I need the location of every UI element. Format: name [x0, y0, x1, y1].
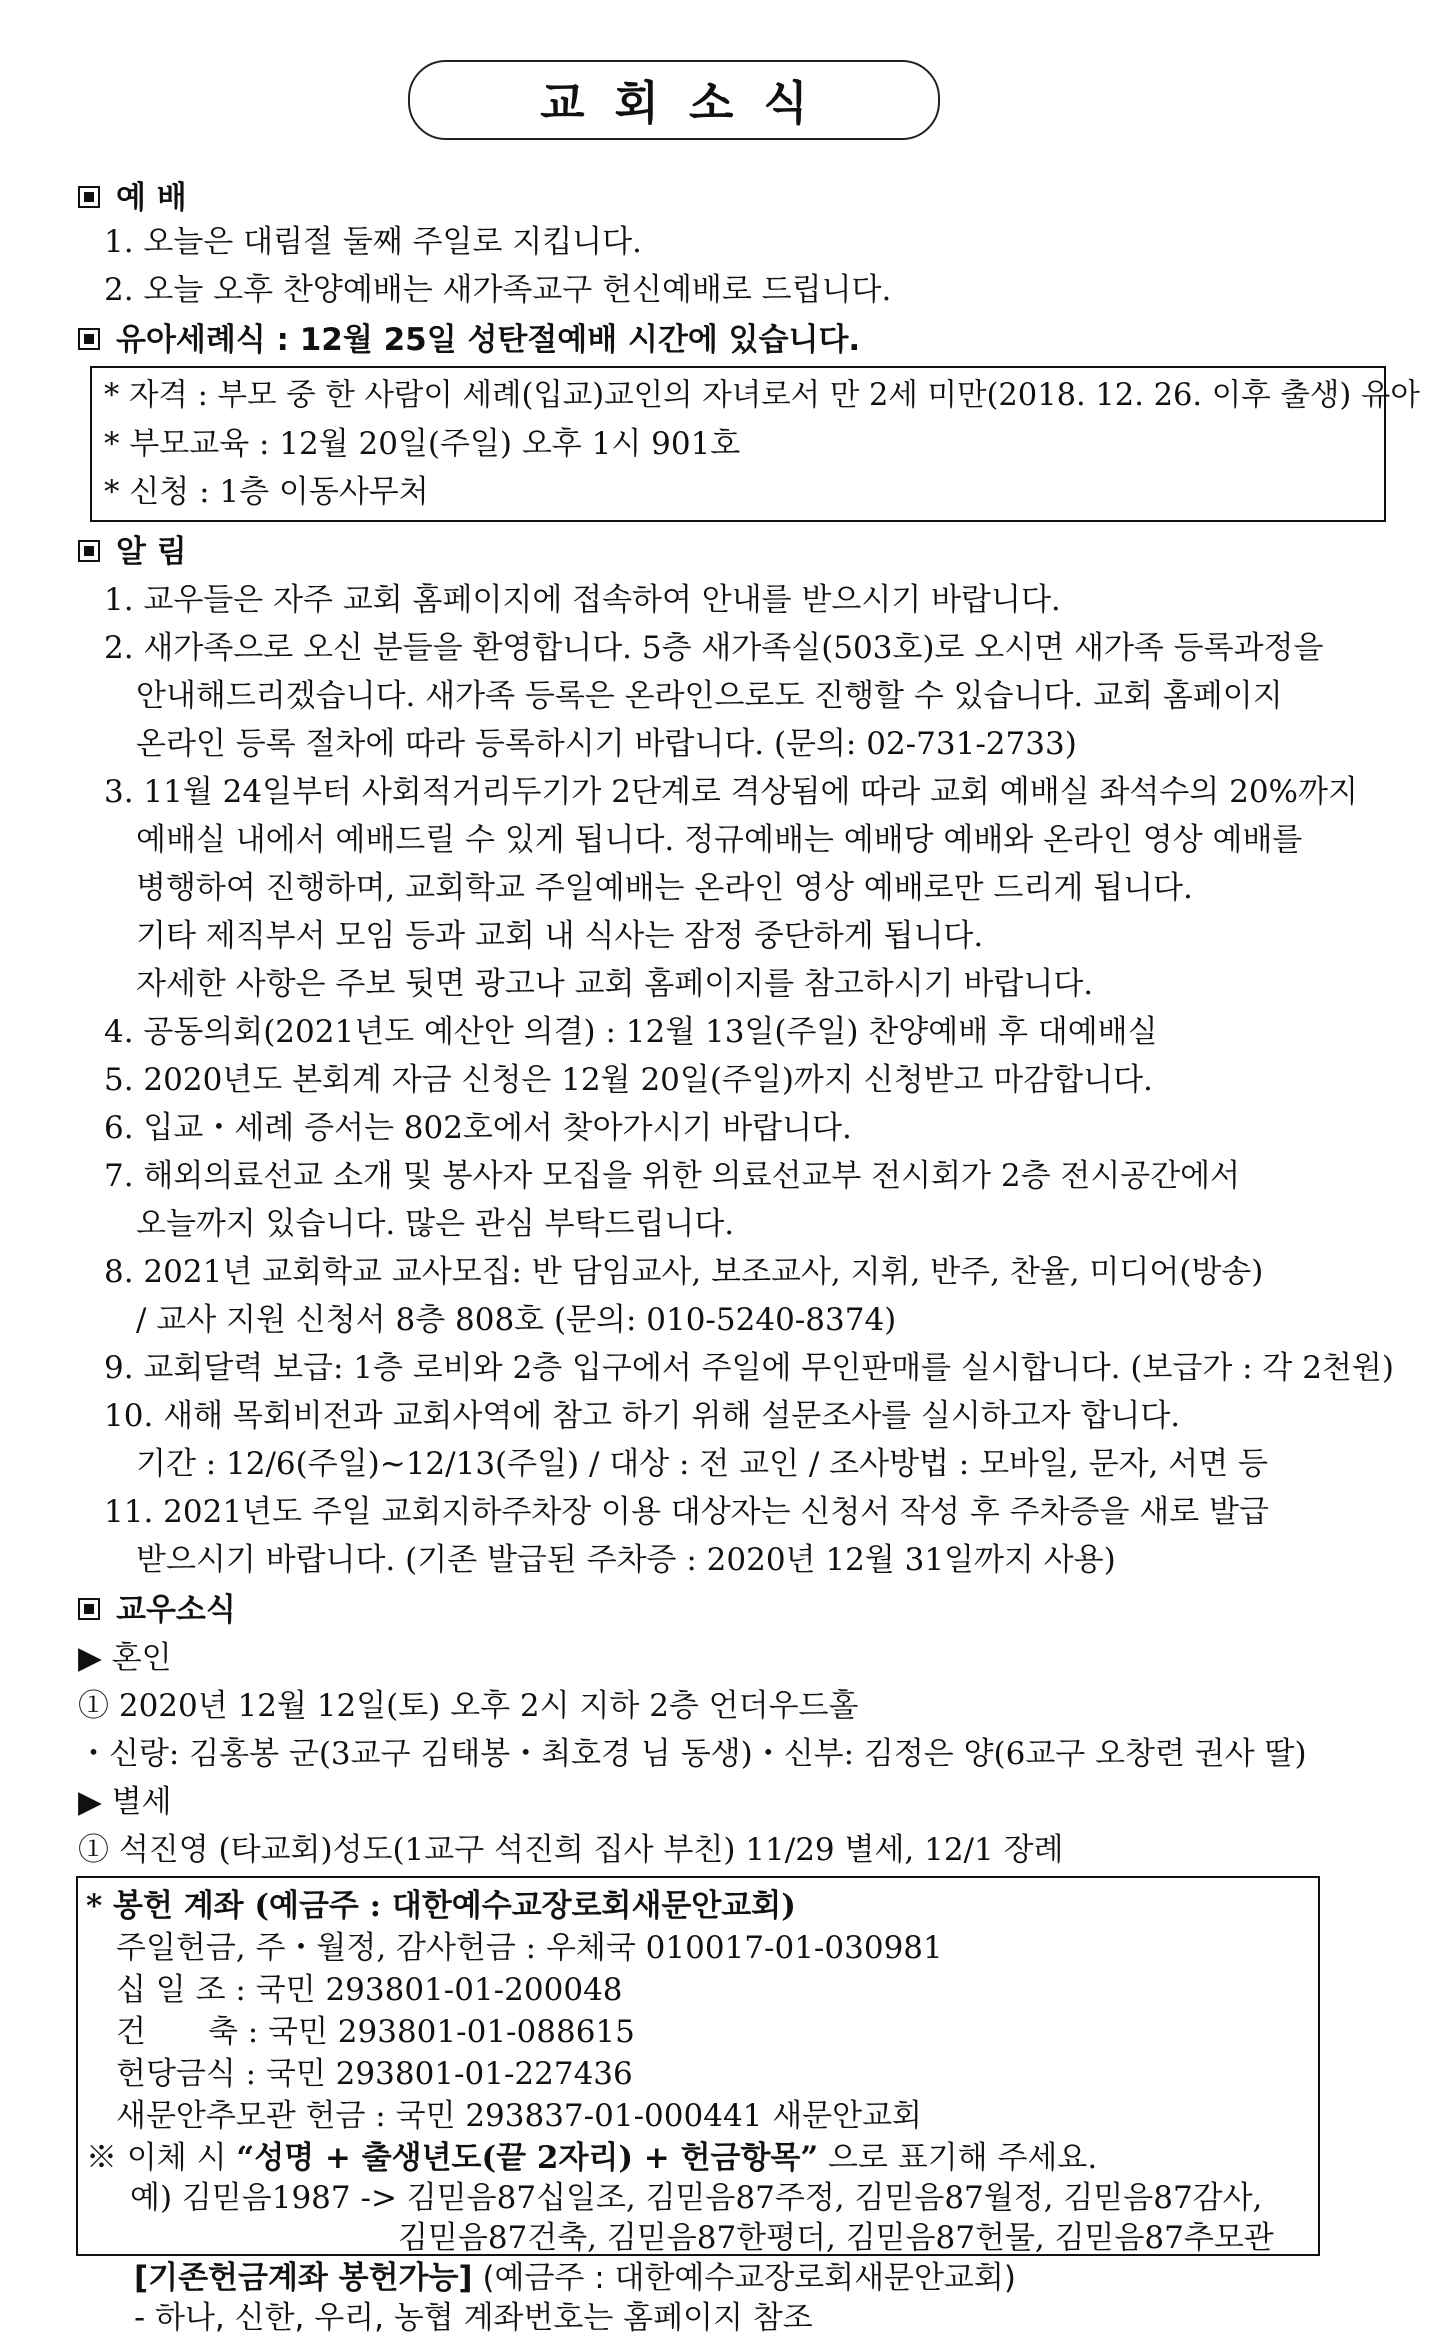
notice-line: 온라인 등록 절차에 따라 등록하시기 바랍니다. (문의: 02-731-2733) [136, 726, 1077, 762]
transfer-note-format: “성명 + 출생년도(끝 2자리) + 헌금항목” [236, 2140, 819, 2176]
notice-line: 5. 2020년도 본회계 자금 신청은 12월 20일(주일)까지 신청받고 마감합니다. [104, 1062, 1153, 1098]
notice-line: 자세한 사항은 주보 뒷면 광고나 교회 홈페이지를 참고하시기 바랍니다. [136, 966, 1094, 1002]
wedding-line: ① 2020년 12월 12일(토) 오후 2시 지하 2층 언더우드홀 [78, 1688, 859, 1724]
legacy-accounts-note: - 하나, 신한, 우리, 농협 계좌번호는 홈페이지 참조 [134, 2300, 813, 2336]
wedding-line: ・신랑: 김홍봉 군(3교구 김태봉・최호경 님 동생)・신부: 김정은 양(6교구 오창련 권사 딸) [78, 1736, 1307, 1772]
square-bullet-icon [78, 540, 100, 562]
notice-line: 예배실 내에서 예배드릴 수 있게 됩니다. 정규예배는 예배당 예배와 온라인 영상 예배를 [136, 822, 1303, 858]
transfer-note [86, 2136, 1097, 2180]
baptism-heading-text: 유아세례식 : 12월 25일 성탄절예배 시간에 있습니다. [116, 322, 861, 358]
death-label: ▶ 별세 [78, 1784, 172, 1820]
notice-line: / 교사 지원 신청서 8층 808호 (문의: 010-5240-8374) [136, 1302, 897, 1338]
notice-line: 9. 교회달력 보급: 1층 로비와 2층 입구에서 주일에 무인판매를 실시합니다. (보급가 : 각 2천원) [104, 1350, 1394, 1386]
legacy-accounts-label: [기존헌금계좌 봉헌가능] [134, 2260, 473, 2296]
baptism-heading [78, 318, 860, 362]
offering-heading: * 봉헌 계좌 (예금주 : 대한예수교장로회새문안교회) [86, 1888, 796, 1924]
page-title: 교회소식 [540, 76, 838, 130]
notice-line: 1. 교우들은 자주 교회 홈페이지에 접속하여 안내를 받으시기 바랍니다. [104, 582, 1061, 618]
transfer-example: 김믿음87건축, 김믿음87한평더, 김믿음87헌물, 김믿음87추모관 [398, 2220, 1274, 2256]
offering-account: 건 축 : 국민 293801-01-088615 [116, 2014, 635, 2050]
baptism-line: * 부모교육 : 12월 20일(주일) 오후 1시 901호 [104, 426, 741, 462]
members-heading-text: 교우소식 [116, 1592, 236, 1628]
notice-line: 8. 2021년 교회학교 교사모집: 반 담임교사, 보조교사, 지휘, 반주, 찬율, 미디어(방송) [104, 1254, 1264, 1290]
notice-line: 6. 입교・세례 증서는 802호에서 찾아가시기 바랍니다. [104, 1110, 852, 1146]
square-bullet-icon [78, 328, 100, 350]
notice-line: 11. 2021년도 주일 교회지하주차장 이용 대상자는 신청서 작성 후 주차증을 새로 발급 [104, 1494, 1269, 1530]
notice-line: 기간 : 12/6(주일)~12/13(주일) / 대상 : 전 교인 / 조사방법 : 모바일, 문자, 서면 등 [136, 1446, 1268, 1482]
offering-account: 헌당금식 : 국민 293801-01-227436 [116, 2056, 633, 2092]
transfer-note-suffix: 으로 표기해 주세요. [818, 2140, 1098, 2176]
notice-line: 10. 새해 목회비전과 교회사역에 참고 하기 위해 설문조사를 실시하고자 합니다. [104, 1398, 1181, 1434]
worship-item: 1. 오늘은 대림절 둘째 주일로 지킵니다. [104, 224, 642, 260]
transfer-example: 예) 김믿음1987 -> 김믿음87십일조, 김믿음87주정, 김믿음87월정, 김믿음87감사, [130, 2180, 1263, 2216]
worship-item: 2. 오늘 오후 찬양예배는 새가족교구 헌신예배로 드립니다. [104, 272, 892, 308]
offering-account: 주일헌금, 주・월정, 감사헌금 : 우체국 010017-01-030981 [116, 1930, 943, 1966]
square-bullet-icon [78, 186, 100, 208]
legacy-accounts [134, 2256, 1016, 2300]
transfer-note-prefix: ※ 이체 시 [86, 2140, 237, 2176]
notice-line: 7. 해외의료선교 소개 및 봉사자 모집을 위한 의료선교부 전시회가 2층 전시공간에서 [104, 1158, 1241, 1194]
wedding-label: ▶ 혼인 [78, 1640, 172, 1676]
legacy-accounts-owner: (예금주 : 대한예수교장로회새문안교회) [472, 2260, 1016, 2296]
notices-heading [78, 530, 187, 574]
offering-account: 새문안추모관 헌금 : 국민 293837-01-000441 새문안교회 [116, 2098, 922, 2134]
worship-heading [78, 176, 187, 220]
notices-heading-text: 알 림 [116, 534, 187, 570]
offering-account: 십 일 조 : 국민 293801-01-200048 [116, 1972, 623, 2008]
notice-line: 오늘까지 있습니다. 많은 관심 부탁드립니다. [136, 1206, 735, 1242]
notice-line: 받으시기 바랍니다. (기존 발급된 주차증 : 2020년 12월 31일까지 사용) [136, 1542, 1116, 1578]
baptism-line: * 자격 : 부모 중 한 사람이 세례(입교)교인의 자녀로서 만 2세 미만(2018. 12. 26. 이후 출생) 유아 [104, 378, 1420, 413]
notice-line: 기타 제직부서 모임 등과 교회 내 식사는 잠정 중단하게 됩니다. [136, 918, 984, 954]
notice-line: 병행하여 진행하며, 교회학교 주일예배는 온라인 영상 예배로만 드리게 됩니다. [136, 870, 1193, 906]
worship-heading-text: 예 배 [116, 180, 187, 216]
notice-line: 4. 공동의회(2021년도 예산안 의결) : 12월 13일(주일) 찬양예배 후 대예배실 [104, 1014, 1158, 1050]
members-heading [78, 1588, 236, 1632]
baptism-line: * 신청 : 1층 이동사무처 [104, 474, 429, 510]
notice-line: 안내해드리겠습니다. 새가족 등록은 온라인으로도 진행할 수 있습니다. 교회 홈페이지 [136, 678, 1283, 714]
square-bullet-icon [78, 1598, 100, 1620]
title-box [408, 60, 940, 140]
notice-line: 2. 새가족으로 오신 분들을 환영합니다. 5층 새가족실(503호)로 오시면 새가족 등록과정을 [104, 630, 1324, 666]
death-line: ① 석진영 (타교회)성도(1교구 석진희 집사 부친) 11/29 별세, 12/1 장례 [78, 1832, 1064, 1868]
notice-line: 3. 11월 24일부터 사회적거리두기가 2단계로 격상됨에 따라 교회 예배실 좌석수의 20%까지 [104, 774, 1358, 810]
